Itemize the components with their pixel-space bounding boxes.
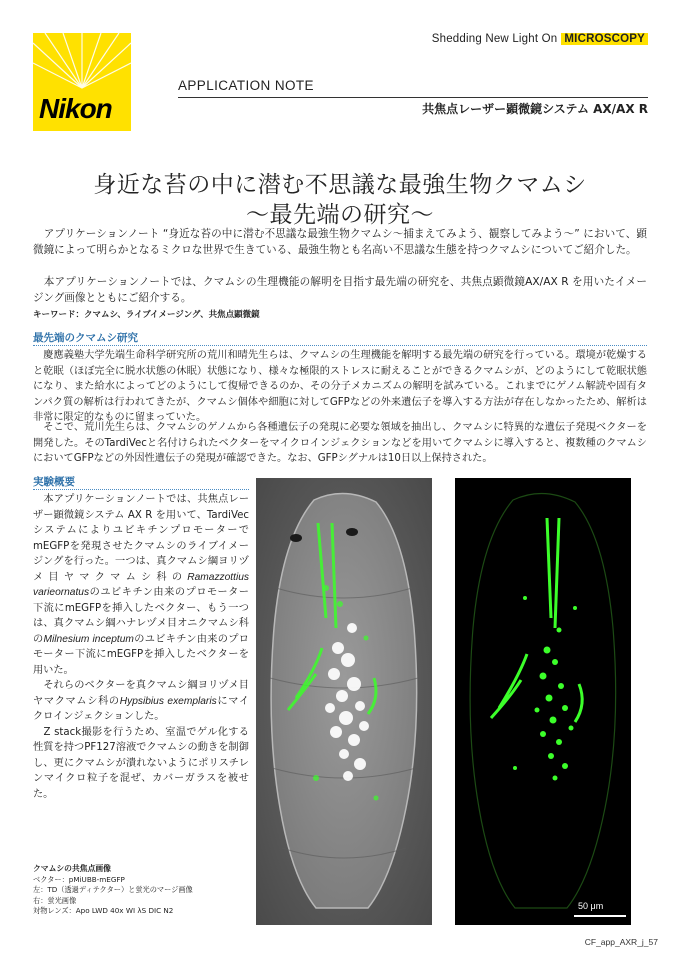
keywords: キーワード：クマムシ、ライブイメージング、共焦点顕微鏡 [33,310,260,320]
research-paragraph-2: そこで、荒川先生らは、クマムシのゲノムから各種遺伝子の発現に必要な領域を抽出し、クマムシに特異的な遺伝子発現ベクターを開発した。そのTardiVecと名付けられたベクターをマイクロインジェクションなどを用いてクマムシに導入すると、複数種のクマムシにおいてGFPなどの外因性遺伝子の発現が確認できた。なお、GFPシグナルは10日以上保持された。 [33,422,647,464]
tagline-highlight: MICROSCOPY [561,33,648,45]
logo-wordmark: Nikon [39,93,112,124]
scale-bar [574,915,626,917]
caption-title: クマムシの共焦点画像 [33,864,111,873]
document-code: CF_app_AXR_j_57 [584,937,658,947]
product-name: 共焦点レーザー顕微鏡システム AX/AX R [422,102,648,116]
tagline [432,33,648,45]
header-divider [178,97,648,98]
experiment-column [33,492,249,802]
figure-caption [33,864,249,917]
eyespot [290,534,302,542]
experiment-paragraph-3: Z stack撮影を行うため、室温でゲル化する性質を持つPF127溶液でクマムシの動きを制御し、更にクマムシが潰れないようにポリスチレンマイクロ粒子を混ぜ、カバーガラスを被せた。 [33,726,249,800]
experiment-paragraph-1: 本アプリケーションノートでは、共焦点レーザー顕微鏡システム AX R を用いて、TardiVecシステムによりユビキチンプロモーターでmEGFPを発現させたクマムシのライブイメージングを行った。一つは、真クマムシ綱ヨリヅメ目ヤマクマムシ科のRamazzottius varieornatusのユビキチン由来のプロモーター下流にmEGFPを挿入したベクター、もう一つは、真クマムシ綱ハナレヅメ目オニクマムシ科のMilnesium inceptumのユビキチン由来のプロモーター下流にmEGFPを挿入したベクターを用いた。 [33,494,250,676]
section-heading-research: 最先端のクマムシ研究 [33,332,138,344]
experiment-paragraph-2: それらのベクターを真クマムシ綱ヨリヅメ目ヤマクマムシ科のHypsibius exemplarisにマイクロインジェクションした。 [33,680,250,722]
caption-vector: ベクター：pMiUBB-mEGFP [33,874,125,884]
section-heading-experiment: 実験概要 [33,476,75,488]
page-title-line1: 身近な苔の中に潜む不思議な最強生物クマムシ [93,172,587,198]
intro-paragraph-2: 本アプリケーションノートでは、クマムシの生理機能の解明を目指す最先端の研究を、共焦点顕微鏡AX/AX R を用いたイメージング画像とともにご紹介する。 [33,276,648,304]
application-note-label: APPLICATION NOTE [178,78,314,93]
eyespot [346,528,358,536]
caption-left: 左：TD（透過ディテクター）と蛍光のマージ画像 [33,885,193,894]
scale-bar-label: 50 μm [578,901,604,911]
merge-image [256,478,432,925]
research-paragraph-1: 慶應義塾大学先端生命科学研究所の荒川和晴先生らは、クマムシの生理機能を解明する最先端の研究を行っている。環境が乾燥すると乾眠（ほぼ完全に脱水状態の休眠）状態になり、様々な極限的ストレスに耐えることができるクマムシが、どのようにして乾眠状態になり、また給水によってどのようにして復帰できるのか、その分子メカニズムの解明を試みている。これまでにゲノム解読や固有タンパク質の解析は行われてきたが、クマムシ個体や細胞に対してGFPなどの外来遺伝子を導入する方法が存在しなかったため、解析は非常に限定的なものに留まっていた。 [33,350,647,423]
page-title-line2: ～最先端の研究～ [246,202,434,228]
tagline-prefix: Shedding New Light On [431,33,558,45]
section-divider [33,345,647,346]
caption-objective: 対物レンズ：Apo LWD 40x WI λS DIC N2 [33,906,174,915]
nikon-logo [33,33,131,131]
intro-paragraph-1: アプリケーションノート “身近な苔の中に潜む不思議な最強生物クマムシ～捕まえてみよう、観察してみよう～” において、顕微鏡によって明らかとなるミクロな世界で生きている、最強生物とも名高い不思議な生態を持つクマムシについてご紹介した。 [33,228,647,256]
fluorescence-image [455,478,631,925]
caption-right: 右：蛍光画像 [33,895,77,905]
section-divider [33,489,249,490]
